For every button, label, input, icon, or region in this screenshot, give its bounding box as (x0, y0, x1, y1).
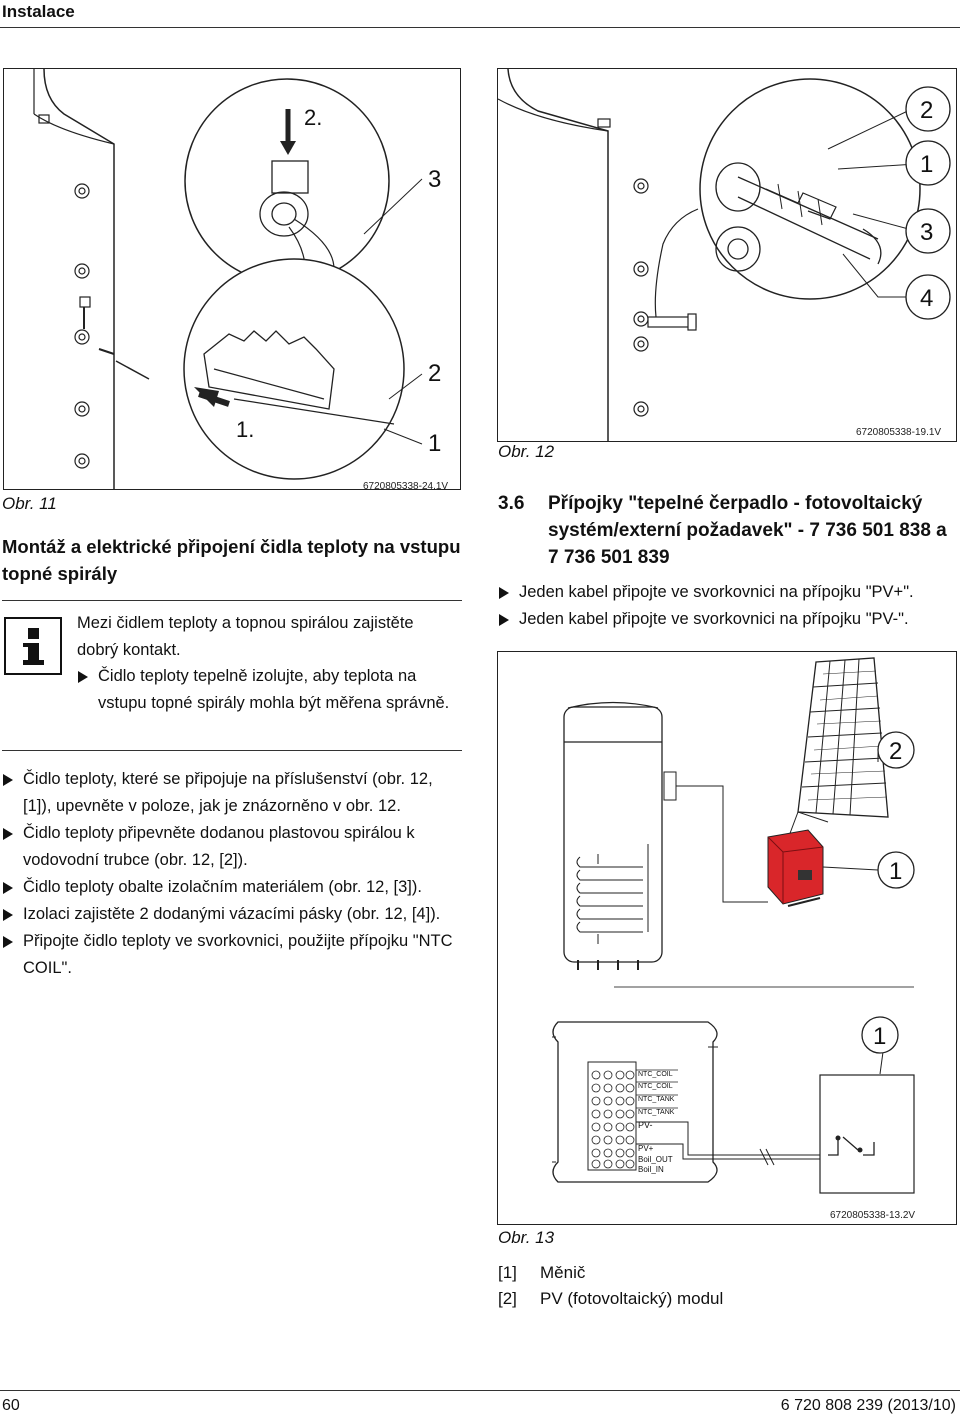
figure-12-id: 6720805338-19.1V (856, 427, 942, 438)
footer-rule (0, 1390, 960, 1391)
figure-13-id: 6720805338-13.2V (830, 1210, 916, 1221)
page-number: 60 (2, 1397, 20, 1414)
fig11-label-1: 1 (428, 430, 442, 457)
left-bullet-item: Čidlo teploty obalte izolačním materiálem (obr. 12, [3]). (2, 874, 462, 901)
legend-key: [1] (498, 1263, 517, 1282)
fig11-label-2: 2 (428, 360, 442, 387)
info-icon (4, 617, 62, 675)
info-bullet: Čidlo teploty tepelně izolujte, aby teplota na vstupu topné spirály mohla být měřena správně. (77, 663, 460, 717)
figure-11-caption: Obr. 11 (2, 494, 57, 513)
left-bullet-item: Izolaci zajistěte 2 dodanými vázacími pásky (obr. 12, [4]). (2, 901, 462, 928)
fig11-label-3: 3 (428, 166, 442, 193)
figure-11 (3, 68, 461, 490)
running-header: Instalace (2, 2, 75, 21)
inverter-drawing (768, 830, 823, 906)
section-title: Přípojky "tepelné čerpadlo - fotovoltaický systém/externí požadavek" - 7 736 501 838 a 7 736 501 839 (548, 493, 947, 568)
figure-13 (497, 651, 957, 1225)
terminal-label: NTC_TANK (638, 1109, 675, 1116)
right-bullet-list (498, 579, 958, 633)
fig12-label-3: 3 (920, 219, 934, 246)
left-bullet-list (2, 766, 462, 982)
legend-text: PV (fotovoltaický) modul (540, 1289, 724, 1308)
right-bullet-item: Jeden kabel připojte ve svorkovnici na přípojku "PV-". (498, 606, 958, 633)
info-top-rule (2, 600, 462, 601)
figure-11-id: 6720805338-24.1V (363, 481, 449, 492)
figure-13-drawing (498, 652, 956, 1224)
terminal-label: Boil_IN (638, 1165, 664, 1174)
left-bullet-item: Připojte čidlo teploty ve svorkovnici, použijte přípojku "NTC COIL". (2, 928, 462, 982)
info-bottom-rule (2, 750, 462, 751)
figure-11-drawing (4, 69, 460, 489)
fig13-label-2: 2 (889, 738, 903, 765)
right-bullet-item: Jeden kabel připojte ve svorkovnici na přípojku "PV+". (498, 579, 958, 606)
figure-13-legend (498, 1260, 723, 1312)
section-number: 3.6 (498, 493, 525, 514)
left-bullet-item: Čidlo teploty, které se připojuje na příslušenství (obr. 12, [1]), upevněte v poloze, jak je znázorněno v obr. 12. (2, 766, 462, 820)
terminal-label: PV- (638, 1120, 653, 1130)
figure-12-drawing (498, 69, 956, 441)
fig13-label-1: 1 (889, 858, 903, 885)
fig12-label-1: 1 (920, 151, 934, 178)
terminal-label: PV+ (638, 1144, 654, 1153)
info-text: Mezi čidlem teploty a topnou spirálou zajistěte dobrý kontakt. (77, 614, 414, 659)
figure-12-caption: Obr. 12 (498, 442, 555, 461)
figure-12 (497, 68, 957, 442)
legend-key: [2] (498, 1289, 517, 1308)
fig13-label-1b: 1 (873, 1023, 887, 1050)
fig12-label-2: 2 (920, 97, 934, 124)
header-rule (0, 27, 960, 28)
pv-module-drawing (798, 658, 888, 817)
left-bullet-item: Čidlo teploty připevněte dodanou plastovou spirálou k vodovodní trubce (obr. 12, [2]). (2, 820, 462, 874)
figure-13-caption: Obr. 13 (498, 1228, 555, 1247)
terminal-label: NTC_COIL (638, 1071, 673, 1078)
terminal-label: NTC_COIL (638, 1083, 673, 1090)
section-heading (498, 490, 958, 571)
fig12-label-4: 4 (920, 285, 934, 312)
fig11-label-2dot: 2. (304, 105, 323, 130)
terminal-label: Boil_OUT (638, 1155, 673, 1164)
terminal-label: NTC_TANK (638, 1096, 675, 1103)
document-number: 6 720 808 239 (2013/10) (780, 1397, 956, 1414)
fig11-label-1dot: 1. (236, 417, 255, 442)
legend-text: Měnič (540, 1263, 586, 1282)
figure-11-title: Montáž a elektrické připojení čidla teploty na vstupu topné spirály (2, 536, 461, 584)
